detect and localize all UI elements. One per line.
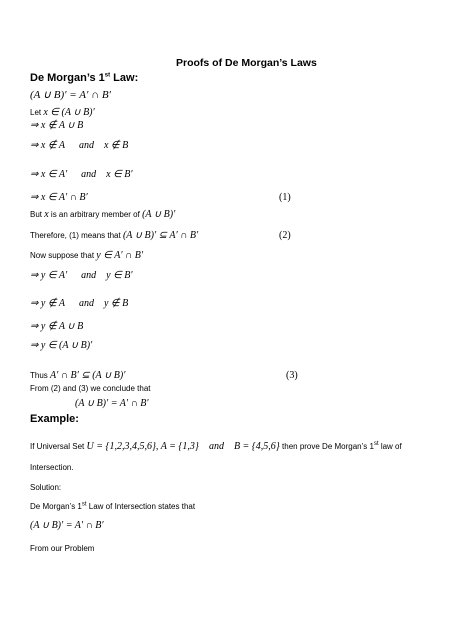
conclude-line: From (2) and (3) we conclude that — [30, 384, 151, 393]
step-2: ⇒ x ∉ A and x ∉ B — [30, 140, 129, 151]
let-line: Let x ∈ (A ∪ B)′ — [30, 107, 95, 118]
step-4: ⇒ x ∈ A′ ∩ B′ — [30, 192, 88, 203]
step-7: ⇒ y ∉ A ∪ B — [30, 321, 84, 332]
solution-label: Solution: — [30, 483, 62, 492]
example-problem-cont: Intersection. — [30, 463, 74, 472]
conclusion-math: (A ∪ B)′ = A′ ∩ B′ — [75, 398, 149, 409]
equation-number-2: (2) — [279, 230, 291, 241]
final-statement: (A ∪ B)′ = A′ ∩ B′ — [30, 520, 104, 531]
from-problem-line: From our Problem — [30, 544, 95, 553]
equation-number-3: (3) — [286, 370, 298, 381]
example-heading: Example: — [30, 413, 79, 425]
suppose-line: Now suppose that y ∈ A′ ∩ B′ — [30, 250, 144, 261]
equation-number-1: (1) — [279, 192, 291, 203]
step-1: ⇒ x ∉ A ∪ B — [30, 120, 84, 131]
law-statement: (A ∪ B)′ = A′ ∩ B′ — [30, 89, 111, 101]
thus-line: Thus A′ ∩ B′ ⊆ (A ∪ B)′ — [30, 370, 126, 381]
page-title: Proofs of De Morgan’s Laws — [176, 57, 317, 69]
step-6: ⇒ y ∉ A and y ∉ B — [30, 298, 129, 309]
but-line: But x is an arbitrary member of (A ∪ B)′ — [30, 209, 176, 220]
step-5: ⇒ y ∈ A′ and y ∈ B′ — [30, 270, 133, 281]
therefore-line: Therefore, (1) means that (A ∪ B)′ ⊆ A′ ∩ B′ — [30, 230, 199, 241]
step-8: ⇒ y ∈ (A ∪ B)′ — [30, 340, 93, 351]
step-3: ⇒ x ∈ A′ and x ∈ B′ — [30, 169, 133, 180]
example-problem: If Universal Set U = {1,2,3,4,5,6}, A = {1,3} and B = {4,5,6} then prove De Morgan’s 1st law of — [30, 441, 402, 452]
law1-heading: De Morgan’s 1st Law: — [30, 72, 139, 84]
law-states-line: De Morgan’s 1st Law of Intersection states that — [30, 501, 196, 511]
